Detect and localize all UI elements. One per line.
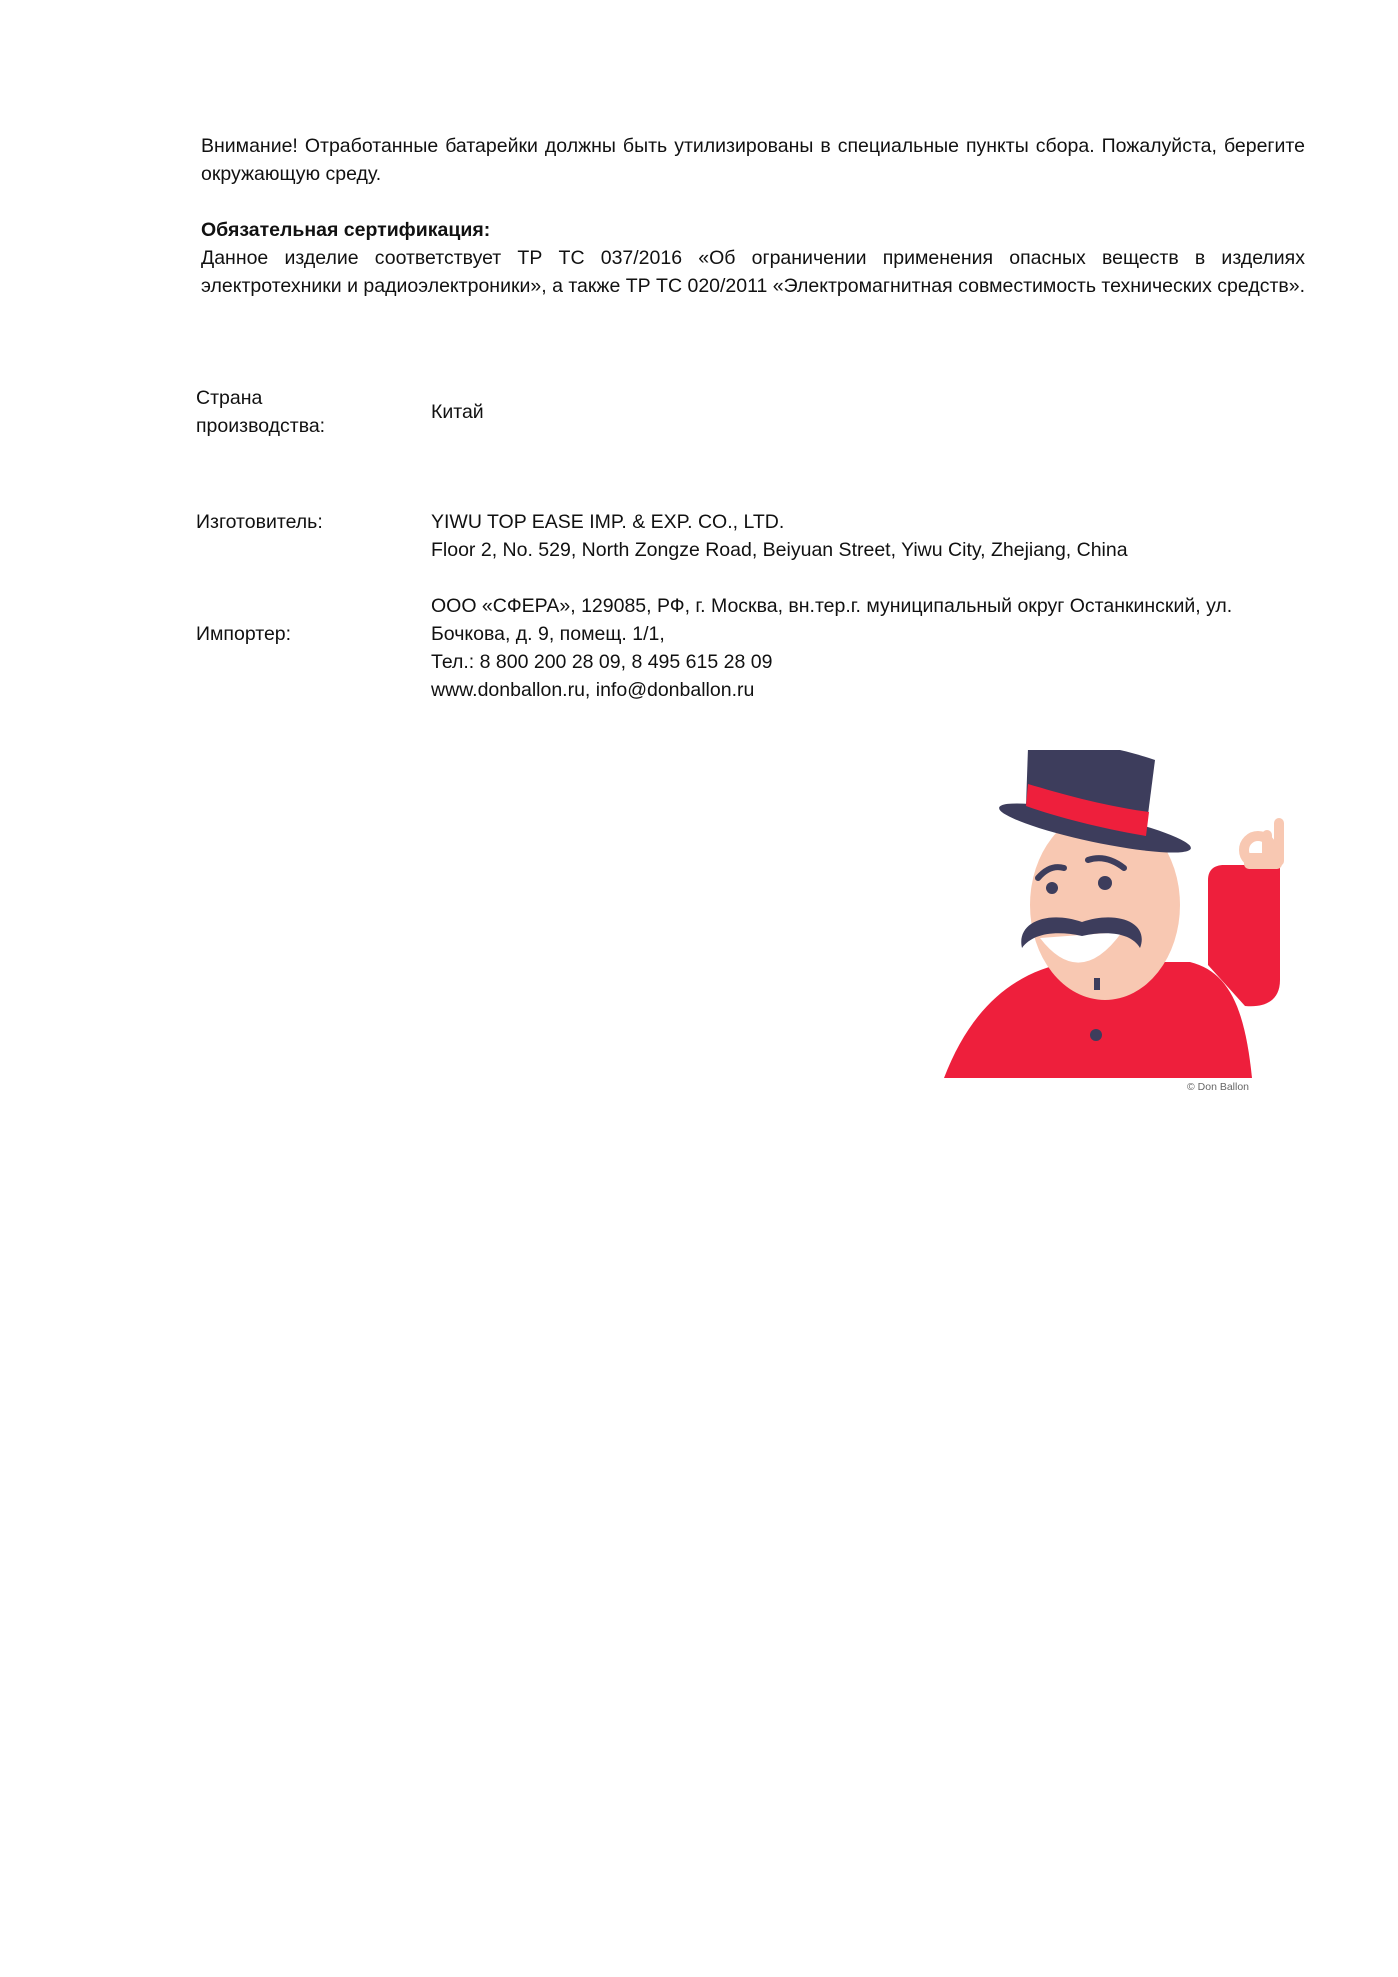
mascot-hand-palm xyxy=(1244,853,1282,869)
importer-web: www.donballon.ru, info@donballon.ru xyxy=(431,679,755,701)
importer-label: Импортер: xyxy=(196,623,292,645)
mascot-eye-right xyxy=(1098,876,1112,890)
mascot-shirt-button xyxy=(1090,1029,1102,1041)
importer-address-line1: ООО «СФЕРА», 129085, РФ, г. Москва, вн.тер.г. муниципальный округ Останкинский, ул. xyxy=(431,595,1233,617)
certification-heading: Обязательная сертификация: xyxy=(201,219,491,241)
manufacturer-address: Floor 2, No. 529, North Zongze Road, Beiyuan Street, Yiwu City, Zhejiang, China xyxy=(431,539,1128,561)
don-ballon-mascot xyxy=(940,750,1320,1100)
importer-address-line2: Бочкова, д. 9, помещ. 1/1, xyxy=(431,623,665,645)
manufacturer-label: Изготовитель: xyxy=(196,511,323,533)
country-label-line1: Страна xyxy=(196,387,263,409)
battery-warning-text: Внимание! Отработанные батарейки должны быть утилизированы в специальные пункты сбора. Пожалуйста, берегите окружающую среду. xyxy=(201,135,1305,185)
country-label-line2: производства: xyxy=(196,415,326,437)
manufacturer-value xyxy=(431,508,1311,564)
mascot-collar-mark xyxy=(1094,978,1100,990)
country-value: Китай xyxy=(431,401,484,423)
country-label xyxy=(196,384,396,440)
importer-value xyxy=(431,592,1311,704)
mascot-eye-left xyxy=(1046,882,1058,894)
importer-phone: Тел.: 8 800 200 28 09, 8 495 615 28 09 xyxy=(431,651,773,673)
certification-text: Данное изделие соответствует ТР ТС 037/2016 «Об ограничении применения опасных веществ в изделиях электротехники и радиоэлектроники», а также ТР ТС 020/2011 «Электромагнитная совместимость технических средств». xyxy=(201,247,1305,297)
mascot-copyright: © Don Ballon xyxy=(1187,1081,1250,1093)
manufacturer-name: YIWU TOP EASE IMP. & EXP. CO., LTD. xyxy=(431,511,785,533)
